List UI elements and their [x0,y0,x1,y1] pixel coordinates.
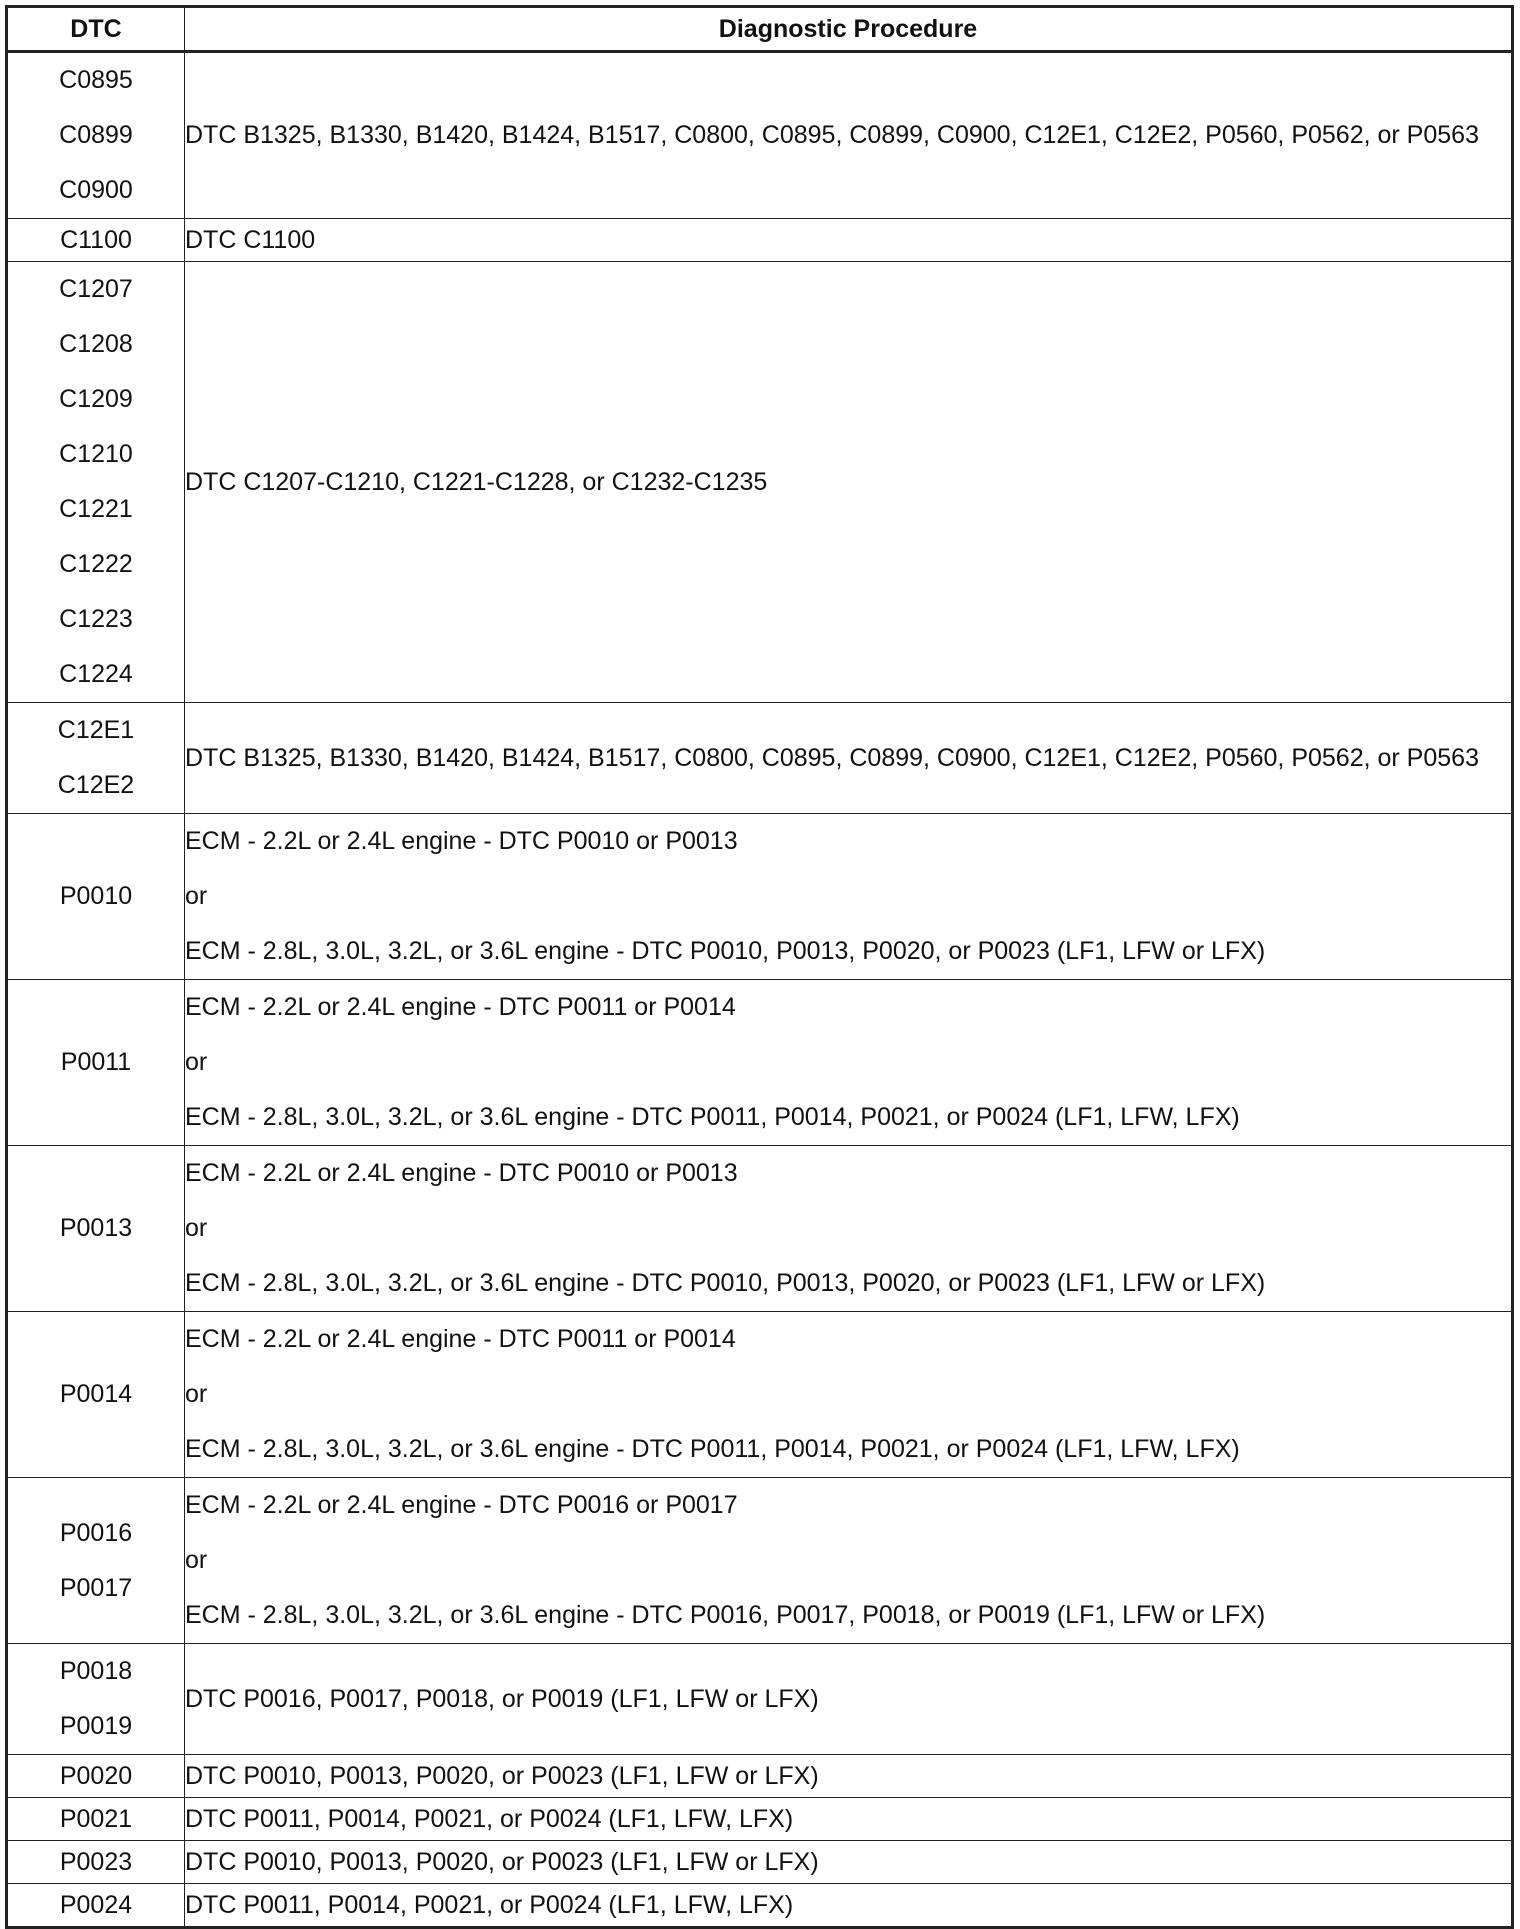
table-row [7,219,1513,262]
procedure-line: ECM - 2.2L or 2.4L engine - DTC P0016 or P0017 [185,1491,738,1519]
dtc-code: P0018 [59,1657,133,1685]
procedure-line: or [185,1546,208,1574]
dtc-code: P0019 [59,1712,133,1740]
table-body [7,52,1513,1928]
dtc-code: C1207 [59,275,133,303]
dtc-cell [7,1146,185,1312]
procedure-cell [185,1478,1513,1644]
table-row [7,1755,1513,1798]
dtc-code: C1208 [59,330,133,358]
dtc-code: P0010 [59,882,133,910]
procedure-cell [185,1644,1513,1755]
procedure-line: or [185,1380,208,1408]
procedure-line: DTC P0010, P0013, P0020, or P0023 (LF1, LFW or LFX) [185,1762,819,1790]
dtc-code: C1224 [59,660,133,688]
procedure-cell [185,1841,1513,1884]
dtc-code: C12E1 [57,716,135,744]
procedure-line: DTC B1325, B1330, B1420, B1424, B1517, C0800, C0895, C0899, C0900, C12E1, C12E2, P0560, P0562, or P0563 [185,121,1479,149]
dtc-code: C12E2 [57,771,135,799]
procedure-line: or [185,882,208,910]
dtc-cell [7,1312,185,1478]
dtc-code: C1100 [60,226,132,254]
table-row [7,262,1513,703]
procedure-line: DTC C1207-C1210, C1221-C1228, or C1232-C1235 [185,467,768,496]
dtc-column-header: DTC [7,7,185,52]
procedure-cell [185,1884,1513,1928]
dtc-code: C1209 [59,385,133,413]
dtc-code: C1221 [59,495,133,523]
dtc-code: P0021 [59,1805,133,1833]
dtc-code: C1223 [59,605,133,633]
procedure-line: ECM - 2.8L, 3.0L, 3.2L, or 3.6L engine - DTC P0010, P0013, P0020, or P0023 (LF1, LFW or LFX) [185,937,1266,965]
table-row [7,1644,1513,1755]
procedure-cell [185,219,1513,262]
dtc-cell [7,1644,185,1755]
dtc-cell [7,1884,185,1928]
dtc-code: P0023 [59,1848,133,1876]
dtc-code: P0011 [60,1048,132,1076]
procedure-cell [185,814,1513,980]
procedure-line: ECM - 2.8L, 3.0L, 3.2L, or 3.6L engine - DTC P0016, P0017, P0018, or P0019 (LF1, LFW or LFX) [185,1601,1266,1629]
dtc-code: C0895 [59,66,133,94]
header-row [7,7,1513,52]
procedure-cell [185,1755,1513,1798]
dtc-code: C1222 [59,550,133,578]
procedure-line: DTC C1100 [185,226,316,254]
dtc-code: P0020 [59,1762,133,1790]
dtc-code: P0024 [59,1891,133,1919]
dtc-cell [7,219,185,262]
procedure-cell [185,52,1513,219]
dtc-code: P0013 [59,1214,133,1242]
table-row [7,703,1513,814]
procedure-cell [185,1146,1513,1312]
table-row [7,52,1513,219]
procedure-line: DTC P0010, P0013, P0020, or P0023 (LF1, LFW or LFX) [185,1848,819,1876]
dtc-code: C0900 [59,176,133,204]
table-row [7,1146,1513,1312]
dtc-code: C0899 [59,121,133,149]
table-row [7,1312,1513,1478]
dtc-code: P0016 [59,1518,133,1547]
dtc-cell [7,980,185,1146]
dtc-cell [7,1478,185,1644]
procedure-line: ECM - 2.8L, 3.0L, 3.2L, or 3.6L engine - DTC P0011, P0014, P0021, or P0024 (LF1, LFW, LFX) [185,1435,1240,1463]
dtc-cell [7,1755,185,1798]
table-row [7,1884,1513,1928]
procedure-cell [185,980,1513,1146]
procedure-line: ECM - 2.8L, 3.0L, 3.2L, or 3.6L engine - DTC P0011, P0014, P0021, or P0024 (LF1, LFW, LFX) [185,1103,1240,1131]
procedure-line: DTC B1325, B1330, B1420, B1424, B1517, C0800, C0895, C0899, C0900, C12E1, C12E2, P0560, P0562, or P0563 [185,743,1479,772]
dtc-cell [7,703,185,814]
procedure-line: ECM - 2.2L or 2.4L engine - DTC P0011 or P0014 [185,1325,736,1353]
procedure-line: DTC P0016, P0017, P0018, or P0019 (LF1, LFW or LFX) [185,1684,819,1713]
procedure-line: DTC P0011, P0014, P0021, or P0024 (LF1, LFW, LFX) [185,1805,794,1833]
dtc-cell [7,1841,185,1884]
dtc-cell [7,52,185,219]
procedure-column-header: Diagnostic Procedure [185,7,1513,52]
procedure-line: ECM - 2.8L, 3.0L, 3.2L, or 3.6L engine - DTC P0010, P0013, P0020, or P0023 (LF1, LFW or LFX) [185,1269,1266,1297]
procedure-line: ECM - 2.2L or 2.4L engine - DTC P0011 or P0014 [185,993,736,1021]
procedure-line: DTC P0011, P0014, P0021, or P0024 (LF1, LFW, LFX) [185,1891,794,1919]
procedure-line: ECM - 2.2L or 2.4L engine - DTC P0010 or P0013 [185,1159,738,1187]
dtc-code: P0014 [59,1380,133,1408]
dtc-table [5,5,1514,1929]
dtc-code: P0017 [59,1573,133,1602]
procedure-cell [185,703,1513,814]
table-row [7,1841,1513,1884]
dtc-cell [7,262,185,703]
procedure-cell [185,262,1513,703]
procedure-line: ECM - 2.2L or 2.4L engine - DTC P0010 or P0013 [185,827,738,855]
procedure-line: or [185,1214,208,1242]
procedure-line: or [185,1048,208,1076]
dtc-code: C1210 [59,440,133,468]
procedure-cell [185,1312,1513,1478]
table-row [7,1478,1513,1644]
dtc-cell [7,814,185,980]
table-row [7,980,1513,1146]
table-row [7,814,1513,980]
